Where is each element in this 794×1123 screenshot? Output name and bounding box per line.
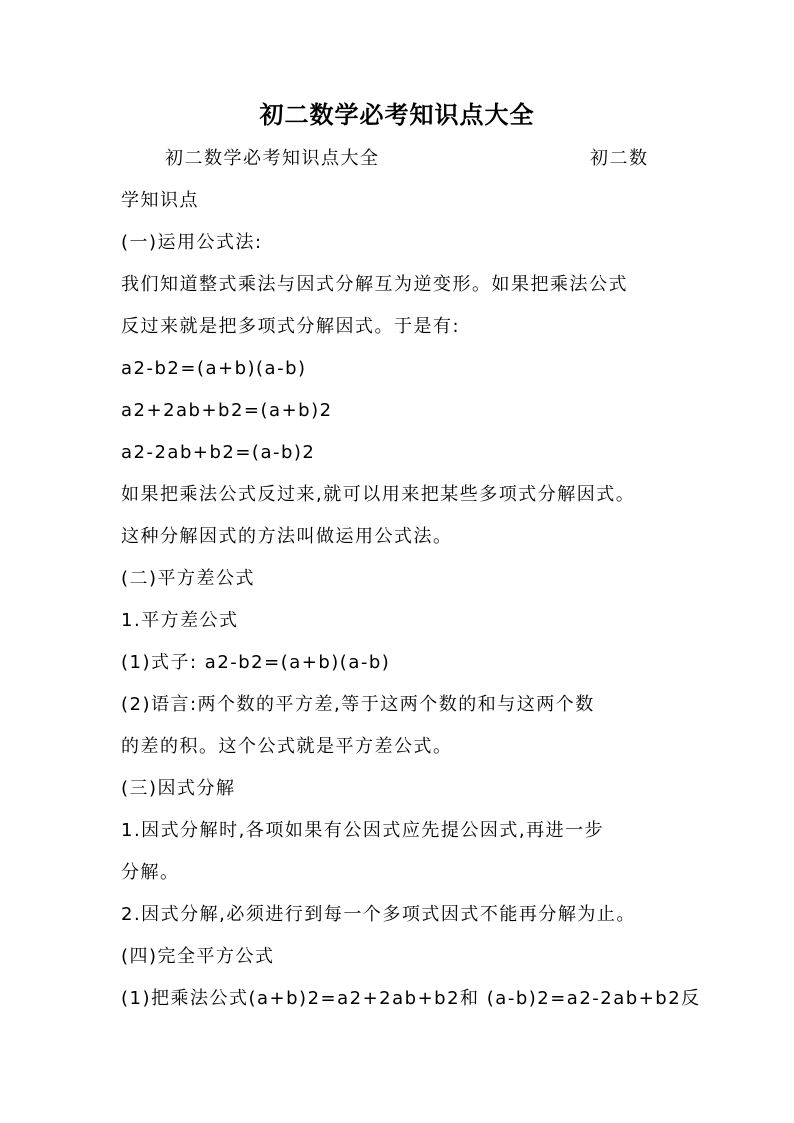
formula-line: a2+2ab+b2=(a+b)2	[121, 400, 333, 421]
header-line-right: 初二数	[590, 148, 649, 169]
section-heading: (二)平方差公式	[121, 568, 256, 589]
text-line: 的差的积。这个公式就是平方差公式。	[121, 736, 453, 757]
text-line: 分解。	[121, 862, 180, 883]
text-line: 我们知道整式乘法与因式分解互为逆变形。如果把乘法公式	[121, 274, 628, 295]
text-line: 2.因式分解,必须进行到每一个多项式因式不能再分解为止。	[121, 904, 636, 925]
text-line: 1.因式分解时,各项如果有公因式应先提公因式,再进一步	[121, 820, 605, 841]
text-line: (2)语言:两个数的平方差,等于这两个数的和与这两个数	[121, 694, 595, 715]
formula-line: a2-b2=(a+b)(a-b)	[121, 358, 307, 379]
text-line: (一)运用公式法:	[121, 232, 263, 253]
text-line: 反过来就是把多项式分解因式。于是有:	[121, 316, 461, 337]
text-line: 如果把乘法公式反过来,就可以用来把某些多项式分解因式。	[121, 484, 636, 505]
formula-line: a2-2ab+b2=(a-b)2	[121, 442, 316, 463]
document-title: 初二数学必考知识点大全	[259, 100, 535, 129]
section-heading: (三)因式分解	[121, 778, 236, 799]
text-line: 1.平方差公式	[121, 610, 239, 631]
section-heading: (四)完全平方公式	[121, 946, 275, 967]
text-line: 学知识点	[121, 190, 199, 211]
header-line-left: 初二数学必考知识点大全	[165, 148, 380, 169]
formula-line: (1)式子: a2-b2=(a+b)(a-b)	[121, 652, 391, 673]
formula-line: (1)把乘法公式(a+b)2=a2+2ab+b2和 (a-b)2=a2-2ab+b2反	[121, 988, 701, 1009]
text-line: 这种分解因式的方法叫做运用公式法。	[121, 526, 453, 547]
